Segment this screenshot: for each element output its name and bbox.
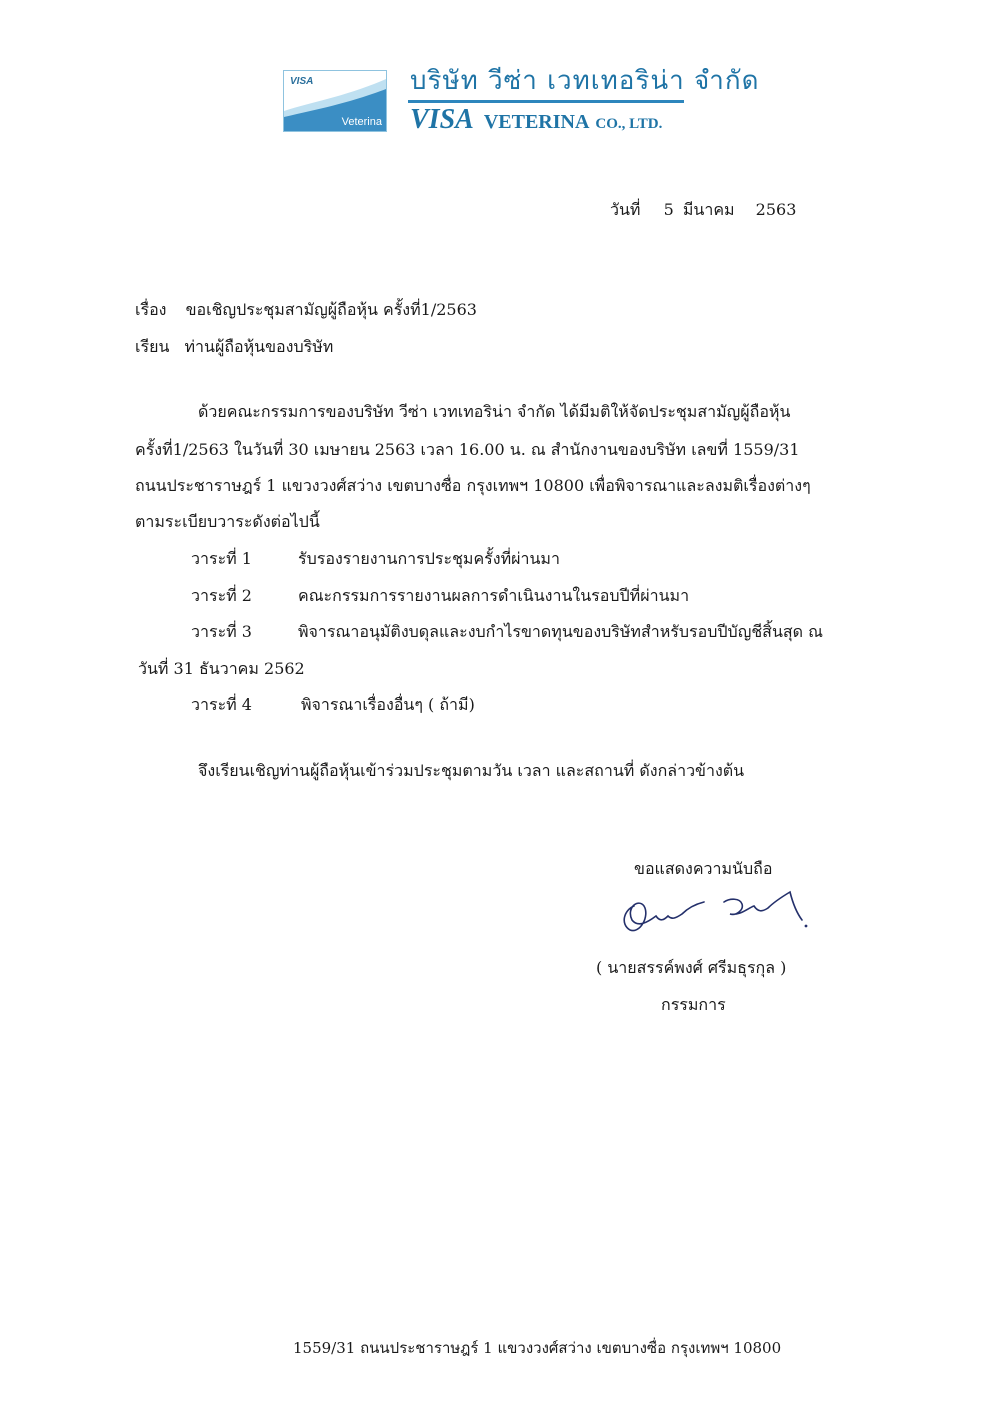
complimentary-close: ขอแสดงความนับถือ [634,859,773,878]
logo-veterina-text: Veterina [341,116,382,128]
letter-date [610,200,796,220]
body-line: ถนนประชาราษฎร์ 1 แขวงวงศ์สว่าง เขตบางซื่อ กรุงเทพฯ 10800 เพื่อพิจารณาและลงมติเรื่องต่างๆ [135,476,811,495]
body-line: ด้วยคณะกรรมการของบริษัท วีซ่า เวทเทอริน่า จำกัด ได้มีมติให้จัดประชุมสามัญผู้ถือหุ้น [198,402,791,421]
company-name-en-suffix: CO., LTD. [595,116,663,132]
agenda-text: รับรองรายงานการประชุมครั้งที่ผ่านมา [298,549,560,568]
company-name-en-name: VETERINA [483,111,590,133]
company-name-en-brand: VISA [410,104,474,135]
agenda-text: พิจารณาอนุมัติงบดุลและงบกำไรขาดทุนของบริษัทสำหรับรอบปีบัญชีสิ้นสุด ณ [298,622,823,641]
date-month: มีนาคม [682,200,735,219]
letterhead-divider [408,100,684,103]
closing-paragraph: จึงเรียนเชิญท่านผู้ถือหุ้นเข้าร่วมประชุมตามวัน เวลา และสถานที่ ดังกล่าวข้างต้น [198,761,745,780]
company-name-english [410,104,662,136]
company-name-thai: บริษัท วีซ่า เวทเทอริน่า จำกัด [410,66,760,96]
agenda-text-continuation: วันที่ 31 ธันวาคม 2562 [138,659,305,678]
date-day: 5 [663,200,674,219]
company-logo [283,70,387,132]
subject-label: เรื่อง [135,300,167,319]
agenda-text: พิจารณาเรื่องอื่นๆ ( ถ้ามี) [301,695,475,714]
date-year: 2563 [755,200,797,219]
agenda-label: วาระที่ 4 [191,695,252,714]
subject-text: ขอเชิญประชุมสามัญผู้ถือหุ้น ครั้งที่1/2563 [185,300,477,319]
logo-visa-text: VISA [290,76,314,87]
recipient-text: ท่านผู้ถือหุ้นของบริษัท [184,337,334,356]
agenda-label: วาระที่ 1 [191,549,252,568]
body-line: ครั้งที่1/2563 ในวันที่ 30 เมษายน 2563 เวลา 16.00 น. ณ สำนักงานของบริษัท เลขที่ 1559/31 [135,440,800,459]
agenda-text: คณะกรรมการรายงานผลการดำเนินงานในรอบปีที่ผ่านมา [298,586,690,605]
handwritten-signature [612,886,812,946]
signatory-name: ( นายสรรค์พงศ์ ศรีมธุรกุล ) [596,958,787,977]
footer-address: 1559/31 ถนนประชาราษฎร์ 1 แขวงวงศ์สว่าง เขตบางซื่อ กรุงเทพฯ 10800 [293,1339,782,1357]
date-label: วันที่ [610,200,641,219]
body-line: ตามระเบียบวาระดังต่อไปนี้ [135,512,320,531]
recipient-label: เรียน [135,337,170,356]
agenda-label: วาระที่ 3 [191,622,252,641]
subject-line [135,300,477,320]
agenda-label: วาระที่ 2 [191,586,252,605]
recipient-line [135,337,333,357]
signatory-position: กรรมการ [661,995,726,1014]
